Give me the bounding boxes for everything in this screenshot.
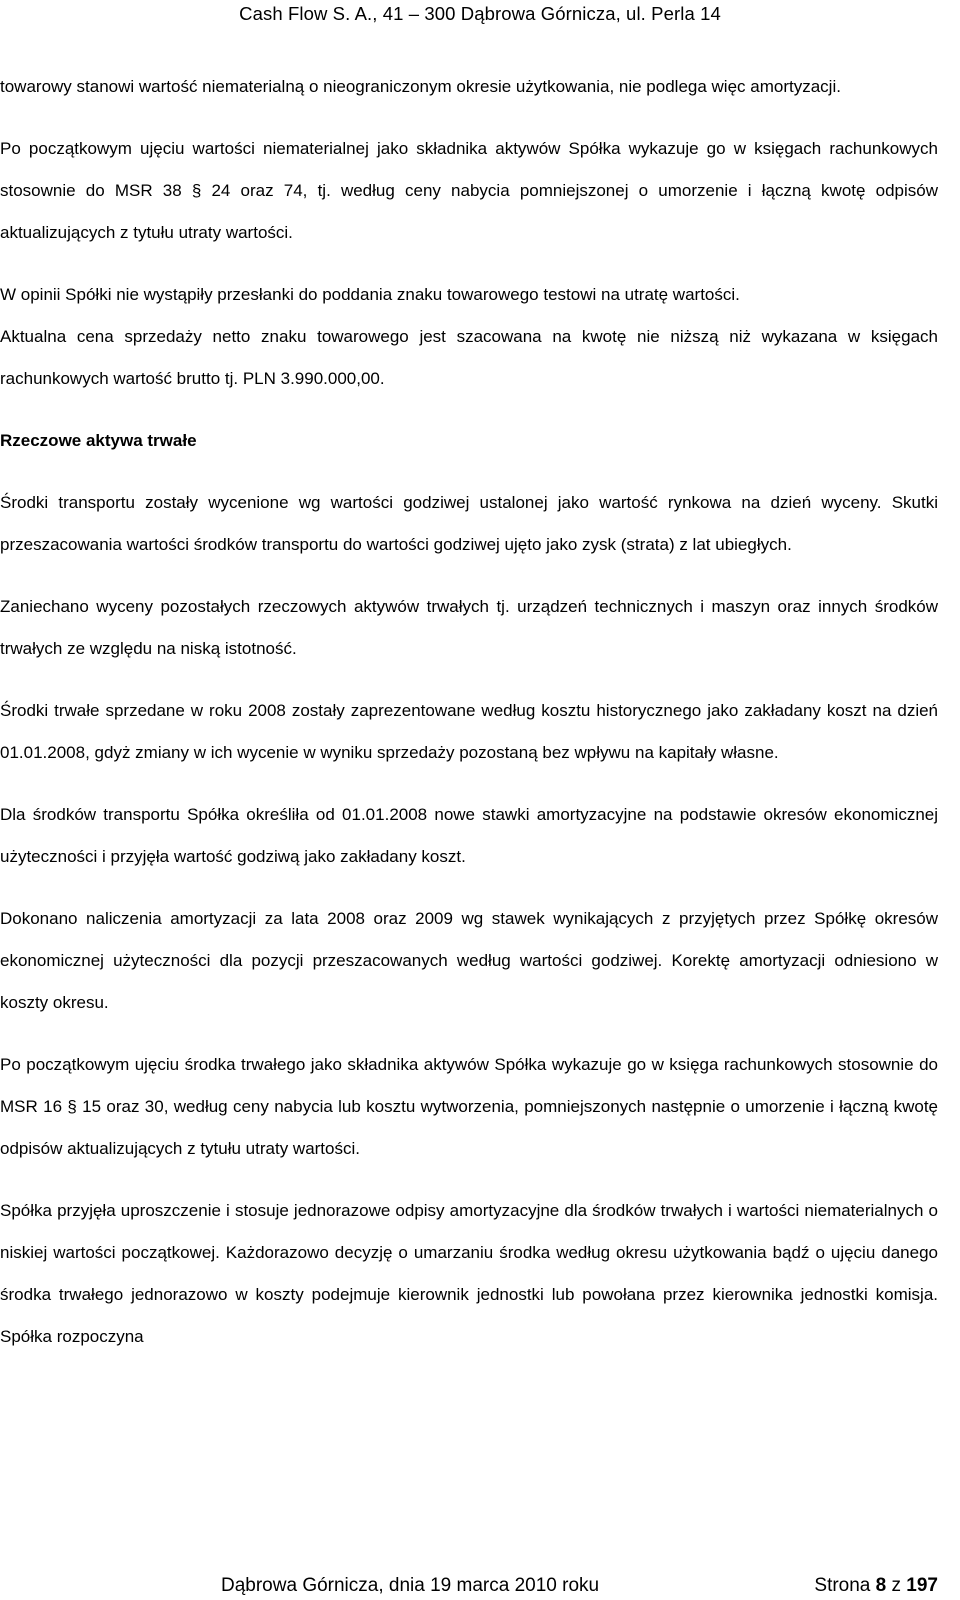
footer-place-date: Dąbrowa Górnicza, dnia 19 marca 2010 roku [221,1575,600,1596]
paragraph-sold-assets: Środki trwałe sprzedane w roku 2008 zostały zaprezentowane według kosztu historycznego jako zakładany koszt na dzień 01.01.2008, gdyż zmiany w ich wycenie w wyniku sprzedaży pozostaną bez wpływu na kapitały własne. [0,701,938,762]
paragraph-other-assets: Zaniechano wyceny pozostałych rzeczowych aktywów trwałych tj. urządzeń technicznych i maszyn oraz innych środków trwałych ze względu na niską istotność. [0,597,938,658]
page-header [0,2,960,26]
paragraph-depreciation-calc: Dokonano naliczenia amortyzacji za lata 2008 oraz 2009 wg stawek wynikających z przyjętych przez Spółkę okresów ekonomicznej użyteczności dla pozycji przeszacowanych według wartości godziwej. Korektę amortyzacji odniesiono w koszty okresu. [0,909,938,1012]
page-label: Strona [814,1575,871,1596]
paragraph-trademark-price: Aktualna cena sprzedaży netto znaku towarowego jest szacowana na kwotę nie niższą niż wykazana w księgach rachunkowych wartość brutto tj. PLN 3.990.000,00. [0,327,938,388]
paragraph-simplification: Spółka przyjęła uproszczenie i stosuje jednorazowe odpisy amortyzacyjne dla środków trwałych i wartości niematerialnych o niskiej wartości początkowej. Każdorazowo decyzję o umarzaniu środka według okresu użytkowania bądź o ujęciu danego środka trwałego jednorazowo w koszty podejmuje kierownik jednostki lub powołana przez kierownika jednostki komisja. Spółka rozpoczyna [0,1201,938,1346]
paragraph-transport-valuation: Środki transportu zostały wycenione wg wartości godziwej ustalonej jako wartość rynkowa na dzień wyceny. Skutki przeszacowania wartości środków transportu do wartości godziwej ujęto jako zysk (strata) z lat ubiegłych. [0,493,938,554]
header-company: Cash Flow S. A., 41 – 300 Dąbrowa Górnicza, ul. Perla 14 [239,3,721,24]
paragraph-intangible-valuation: Po początkowym ujęciu wartości niematerialnej jako składnika aktywów Spółka wykazuje go w księgach rachunkowych stosownie do MSR 38 § 24 oraz 74, tj. według ceny nabycia pomniejszonej o umorzenie i łączną kwotę odpisów aktualizujących z tytułu utraty wartości. [0,139,938,242]
footer-page-number [814,1572,938,1600]
paragraph-fixed-asset-recognition: Po początkowym ujęciu środka trwałego jako składnika aktywów Spółka wykazuje go w księga rachunkowych stosownie do MSR 16 § 15 oraz 30, według ceny nabycia lub kosztu wytworzenia, pomniejszonych następnie o umorzenie i łączną kwotę odpisów aktualizujących z tytułu utraty wartości. [0,1055,938,1158]
paragraph-impairment-opinion: W opinii Spółki nie wystąpiły przesłanki do poddania znaku towarowego testowi na utratę wartości. [0,285,740,304]
paragraph-depreciation-rates: Dla środków transportu Spółka określiła od 01.01.2008 nowe stawki amortyzacyjne na podstawie okresów ekonomicznej użyteczności i przyjęła wartość godziwą jako zakładany koszt. [0,805,938,866]
page-total: 197 [906,1575,938,1596]
page-of: z [891,1575,902,1596]
page-current: 8 [875,1575,887,1596]
page-footer [0,1572,938,1600]
document-body [0,66,938,1358]
section-heading: Rzeczowe aktywa trwałe [0,431,197,450]
paragraph-trademark-amortization: towarowy stanowi wartość niematerialną o nieograniczonym okresie użytkowania, nie podlega więc amortyzacji. [0,77,841,96]
